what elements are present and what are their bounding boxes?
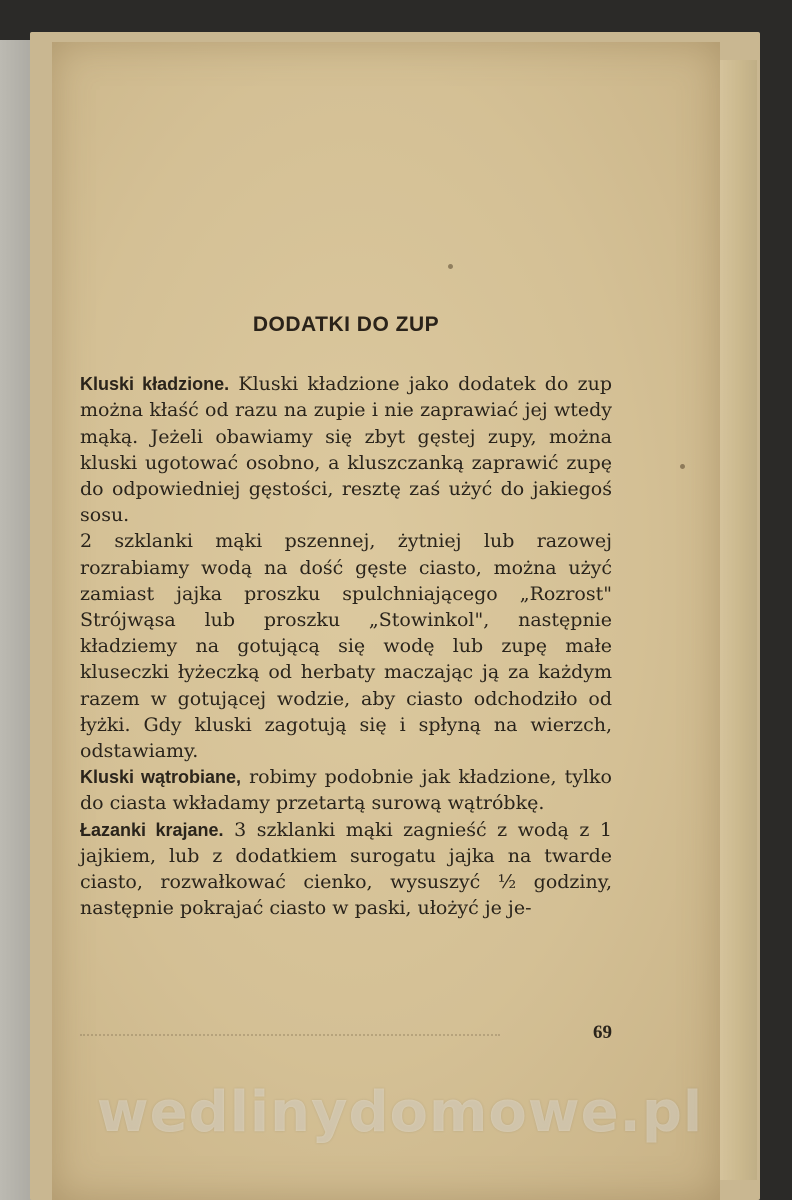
paragraph-kluski-kladzione [80,371,612,528]
paragraph-lazanki-krajane [80,817,612,922]
ink-speck [680,464,685,469]
paragraph-kluski-watrobiane [80,764,612,816]
run-in-title: Łazanki krajane. [80,819,224,840]
page-text [80,300,612,921]
run-in-title: Kluski kładzione. [80,374,230,395]
paragraph-text: robimy podobnie jak kładzione, tylko do ciasta wkładamy przetartą surową wątróbkę. [80,766,612,815]
ink-speck [448,264,453,269]
faint-print-line [80,1034,500,1042]
section-heading: DODATKI DO ZUP [252,313,440,336]
paragraph-text: Kluski kładzione jako dodatek do zup można kłaść od razu na zupie i nie zaprawiać jej wtedy mąką. Jeżeli obawiamy się zbyt gęstej zupy, można kluski ugotować osobno, a kluszczanką zaprawić zupę do odpowiedniej gęstości, resztę zaś użyć do jakiegoś sosu. [80,373,612,527]
page-number: 69 [593,1022,612,1043]
run-in-title: Kluski wątrobiane, [80,767,242,788]
paragraph-recipe [80,528,612,764]
watermark: wedlinydomowe.pl [96,1080,704,1145]
paragraph-text: 3 szklanki mąki zagnieść z wodą z 1 jajkiem, lub z dodatkiem surogatu jajka na twarde ciasto, rozwałkować cienko, wysuszyć ½ godziny, następnie pokrajać ciasto w paski, ułożyć je je- [80,818,612,920]
paragraph-text: 2 szklanki mąki pszennej, żytniej lub razowej rozrabiamy wodą na dość gęste ciasto, można użyć zamiast jajka proszku spulchniającego „Rozrost" Strójwąsa lub proszku „Stowinkol", następnie kładziemy na gotującą się wodę lub zupę małe kluseczki łyżeczką od herbaty maczając ją za każdym razem w gotującej wodzie, aby ciasto odchodziło od łyżki. Gdy kluski zagotują się i spłyną na wierzch, odstawiamy. [80,530,612,763]
